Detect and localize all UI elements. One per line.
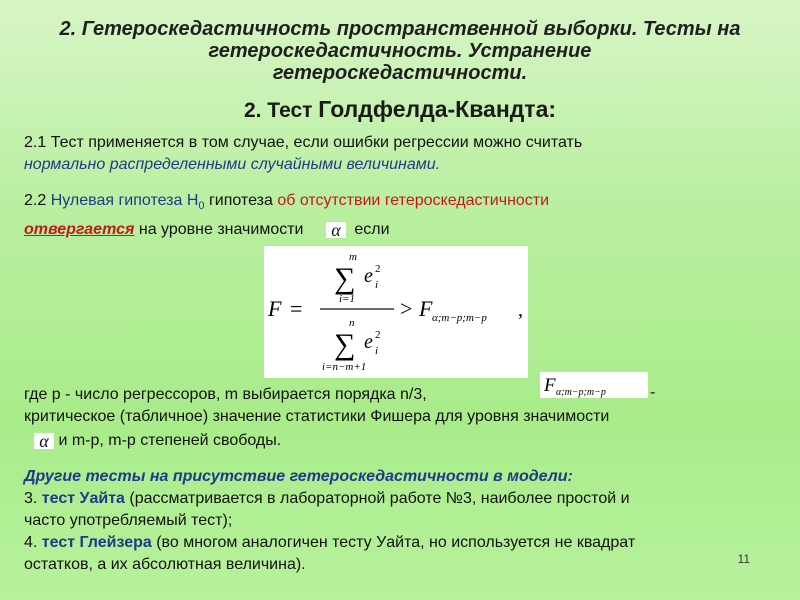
p22-red-text: об отсутствии гетероскедастичности (277, 192, 550, 209)
section-heading-prefix: 2. Тест (243, 99, 319, 122)
other-tests-heading: Другие тесты на присутствие гетероскедастичности в модели: (24, 468, 573, 485)
num-sum: ∑ (334, 262, 356, 295)
test3-rest: (рассматривается в лабораторной работе №3, наиболее простой и (124, 490, 630, 507)
slide-title (0, 18, 800, 84)
test4-rest2: остатков, а их абсолютная величина). (24, 556, 306, 573)
section-heading-name: Голдфелда-Квандта: (318, 96, 557, 122)
alpha-symbol-2: α (34, 433, 54, 449)
test3-num: 3. (24, 490, 42, 507)
formula-svg (264, 246, 528, 378)
paragraph-explanation (24, 384, 784, 452)
den-e: e (364, 331, 373, 353)
title-line-2: гетероскедастичность. Устранение (208, 40, 592, 62)
title-line-3: гетероскедастичности. (272, 62, 528, 84)
section-heading (0, 96, 800, 123)
p22-null-text: Нулевая гипотеза H (50, 192, 199, 209)
test4-num: 4. (24, 534, 42, 551)
test3-name: тест Уайта (41, 490, 125, 507)
p3-line1: где p - число регрессоров, m выбирается порядка n/3, (24, 386, 427, 403)
chip-F: F (544, 375, 556, 396)
other-tests (24, 466, 784, 576)
title-line-1: 2. Гетероскедастичность пространственной выборки. Тесты на (59, 18, 741, 40)
p22-num: 2.2 (24, 192, 51, 209)
den-sum: ∑ (334, 328, 356, 361)
p22-text1: гипотеза (204, 192, 278, 209)
goldfeld-quandt-formula (264, 246, 528, 378)
den-upper: n (349, 317, 355, 329)
paragraph-2-1-blue: нормально распределенными случайными величинами. (24, 156, 441, 173)
p3-dash: - (650, 384, 656, 401)
p22-subscript: 0 (198, 200, 205, 213)
den-lower: i=n−m+1 (322, 361, 367, 373)
p22-text2: на уровне значимости (134, 221, 308, 239)
chip-sub: α;m−p;m−p (556, 387, 606, 398)
den-i: i (375, 345, 379, 357)
f-critical-svg (540, 372, 648, 398)
alpha-symbol: α (326, 222, 346, 238)
formula-gt: > (400, 296, 413, 321)
f-critical-chip (540, 372, 648, 398)
p22-rejected: отвергается (24, 221, 135, 239)
paragraph-2-1-text: 2.1 Тест применяется в том случае, если ошибки регрессии можно считать (24, 134, 583, 151)
paragraph-2-1 (24, 132, 784, 176)
p22-null-hypothesis (50, 192, 205, 213)
formula-eq: = (290, 296, 303, 321)
test4-name: тест Глейзера (41, 534, 152, 551)
p3-line2: критическое (табличное) значение статистики Фишера для уровня значимости (24, 408, 610, 425)
formula-comma: , (518, 299, 523, 321)
page-number: 11 (737, 552, 750, 566)
test3-rest2: часто употребляемый тест); (24, 512, 233, 529)
num-lower: i=1 (339, 293, 355, 305)
den-sq: 2 (375, 329, 381, 341)
num-e: e (364, 265, 373, 287)
formula-Fcrit: F (419, 296, 433, 321)
num-upper: m (349, 251, 357, 263)
num-sq: 2 (375, 263, 381, 275)
test4-rest: (во многом аналогичен тесту Уайта, но используется не квадрат (151, 534, 636, 551)
num-i: i (375, 279, 379, 291)
paragraph-2-2 (24, 190, 784, 241)
formula-crit-sub: α;m−p;m−p (432, 312, 487, 324)
p3-line3: и m-p, m-p степеней свободы. (54, 432, 282, 449)
p22-text3: если (354, 221, 390, 239)
formula-F: F (268, 296, 282, 321)
